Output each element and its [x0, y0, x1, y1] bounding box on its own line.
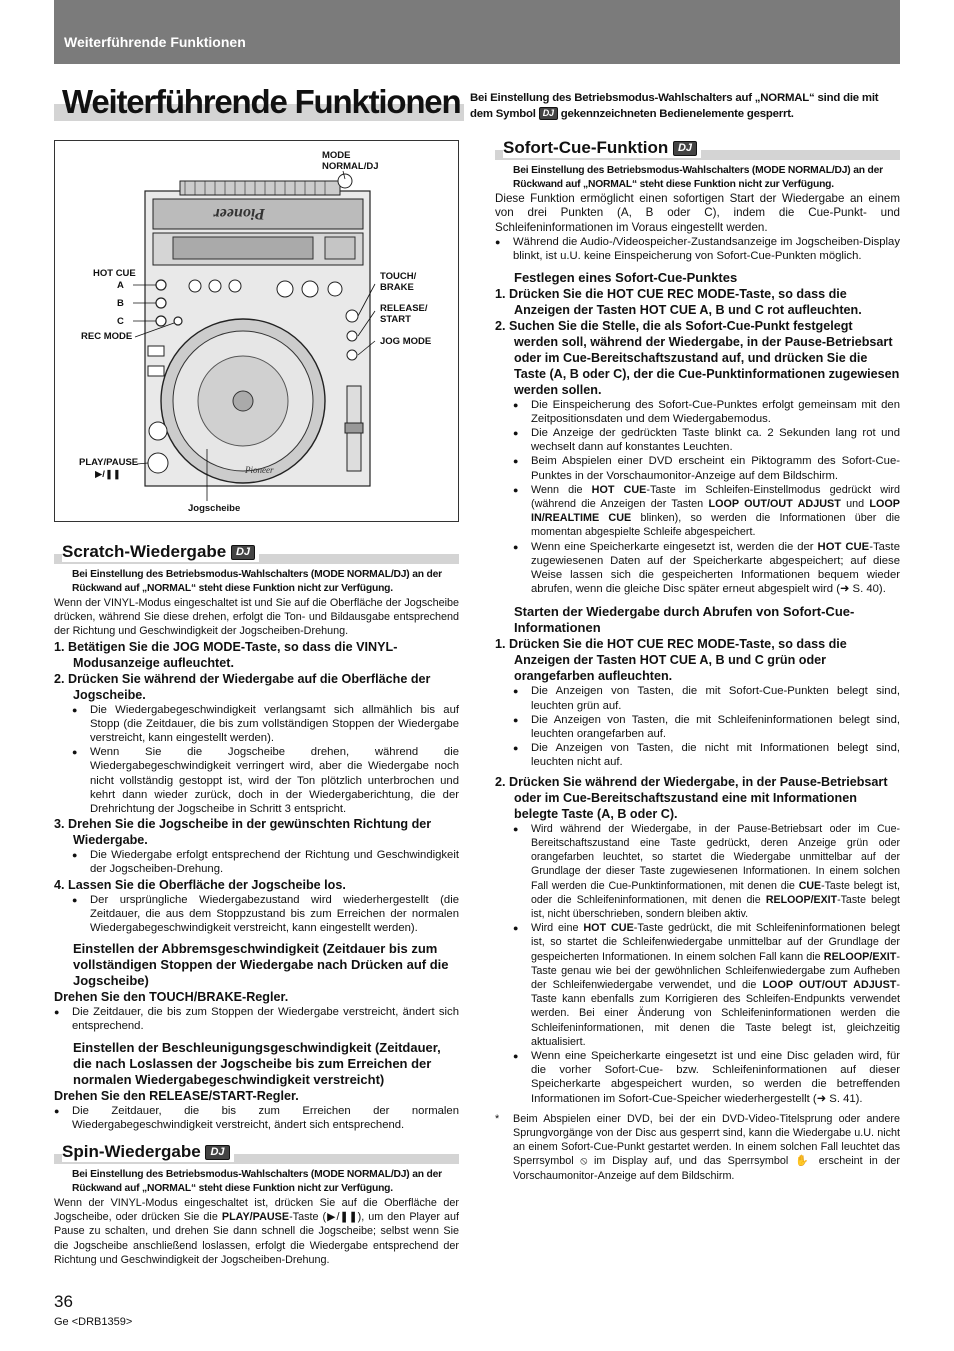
- intro-note: [470, 90, 900, 122]
- spin-heading: [54, 1142, 459, 1164]
- scratch-note: Bei Einstellung des Betriebsmodus-Wahlschalters (MODE NORMAL/DJ) an der Rückwand auf „NORMAL“ steht diese Funktion nicht zur Verfügung.: [72, 569, 442, 594]
- set-step-2: 2. Suchen Sie die Stelle, die als Sofort-Cue-Punkt festgelegt werden soll, während der Wiedergabe, in der Pause-Betriebsart oder im Cue-Bereitschaftszustand auf, und drücken Sie die Taste (A, B oder C), der die Cue-Punktinformationen zugewiesen werden sollen.: [495, 318, 900, 397]
- brake-heading: Einstellen der Abbremsgeschwindigkeit (Zeitdauer bis zum vollständigen Stoppen der Wiedergabe nach Drücken auf die Jogscheibe): [73, 941, 449, 989]
- set-step-2-bullet-1: ● Die Einspeicherung des Sofort-Cue-Punktes erfolgt gemeinsam mit den Zeitpositionsdaten und dem Wiedergabemodus.: [495, 398, 900, 426]
- scratch-step-3: 3. Drehen Sie die Jogscheibe in der gewünschten Richtung der Wiedergabe.: [54, 817, 432, 848]
- scratch-step-2-bullet-1: ● Die Wiedergabegeschwindigkeit verlangsamt sich allmählich bis auf Stopp (die Zeitdauer, die bis zum vollständigen Stoppen der Wiedergabe verstreicht, kann eingestellt werden).: [54, 703, 459, 746]
- page-title: Weiterführende Funktionen: [62, 83, 461, 120]
- start-step-1-bullet-1: ● Die Anzeigen von Tasten, die mit Sofort-Cue-Punkten belegt sind, leuchten grün auf.: [495, 684, 900, 712]
- sofort-heading-text: Sofort-Cue-Funktion: [503, 138, 669, 157]
- svg-text:Pioneer: Pioneer: [213, 205, 265, 222]
- scratch-paragraph: Wenn der VINYL-Modus eingeschaltet ist und Sie auf die Oberfläche der Jogscheibe drücken, während Sie diese drehen, erfolgt die Ton- und Bildausgabe entsprechend der Richtung und Geschwindigkeit der Jogscheiben-Drehung.: [54, 597, 459, 638]
- section-header-title: Weiterführende Funktionen: [64, 34, 246, 50]
- label-hot-cue: HOT CUE: [93, 268, 136, 279]
- start-step-1-bullet-2: ● Die Anzeigen von Tasten, die mit Schleifeninformationen belegt sind, leuchten orangefarben auf.: [495, 713, 900, 741]
- scratch-step-4: 4. Lassen Sie die Oberfläche der Jogscheibe los.: [54, 877, 346, 892]
- right-column: [495, 138, 900, 1183]
- brake-instruction: Drehen Sie den TOUCH/BRAKE-Regler.: [54, 990, 289, 1005]
- page-number: 36: [54, 1292, 73, 1311]
- label-touch-brake: TOUCH/ BRAKE: [380, 271, 417, 293]
- dj-icon: DJ: [673, 141, 697, 156]
- label-mode: MODE NORMAL/DJ: [322, 150, 379, 172]
- accel-bullet: ● Die Zeitdauer, die bis zum Erreichen der normalen Wiedergabegeschwindigkeit verstreicht, ändert sich entsprechend.: [54, 1104, 459, 1132]
- start-step-2-bullet-3: ● Wenn eine Speicherkarte eingesetzt ist und eine Disc geladen wird, für die vorher Sofort-Cue- bzw. Schleifeninformationen auf dieser Speicherkarte abgespeichert wurden, so werden die betreffenden Informationen im Sofort-Cue-Speicher wiederhergestellt (➜ S. 41).: [495, 1049, 900, 1106]
- label-b: B: [117, 298, 124, 309]
- label-play-symbol: ▶/❚❚: [95, 469, 121, 480]
- label-play-pause: PLAY/PAUSE: [79, 457, 139, 468]
- device-figure: [54, 140, 459, 522]
- scratch-step-1: 1. Betätigen Sie die JOG MODE-Taste, so dass die VINYL-Modusanzeige aufleuchtet.: [54, 639, 398, 670]
- spin-paragraph: [54, 1196, 459, 1267]
- label-jog-mode: JOG MODE: [380, 336, 432, 347]
- spin-para-text-2: -Taste (▶/❚❚), um den Player auf Pause zu schalten, und drehen Sie dann schnell die Jogscheibe; selbst wenn Sie die Jogscheibe anschließend loslassen, erfolgt die Wiedergabe entsprechend der Richtung und Geschwindigkeit der Jogscheiben-Drehung.: [54, 1211, 459, 1266]
- label-c: C: [117, 316, 124, 327]
- start-heading: Starten der Wiedergabe durch Abrufen von Sofort-Cue-Informationen: [514, 604, 855, 636]
- scratch-step-4-bullet: ● Der ursprüngliche Wiedergabezustand wird wiederhergestellt (die Zeitdauer, die aus dem Stoppzustand bis zum Erreichen der normalen Wiedergabegeschwindigkeit verstreicht, kann eingestellt werden).: [54, 893, 459, 936]
- label-a: A: [117, 280, 124, 291]
- set-step-2-bullet-3: ● Beim Abspielen einer DVD erscheint ein Piktogramm des Sofort-Cue-Punktes in der Vorschaumonitor-Anzeige auf dem Bildschirm.: [495, 454, 900, 482]
- sofort-heading: [495, 138, 900, 160]
- section-header-bar: [54, 0, 900, 64]
- sofort-note: Bei Einstellung des Betriebsmodus-Wahlschalters (MODE NORMAL/DJ) an der Rückwand auf „NORMAL“ steht diese Funktion nicht zur Verfügung.: [513, 165, 883, 190]
- document-id: Ge <DRB1359>: [54, 1316, 133, 1328]
- dj-icon: DJ: [539, 107, 558, 120]
- label-release-start: RELEASE/ START: [380, 303, 428, 325]
- start-step-1-bullet-3: ● Die Anzeigen von Tasten, die nicht mit Informationen belegt sind, leuchten nicht auf.: [495, 741, 900, 769]
- start-step-2: 2. Drücken Sie während der Wiedergabe, in der Pause-Betriebsart oder im Cue-Bereitschaftszustand eine mit Informationen belegte Taste (A, B oder C).: [495, 774, 888, 821]
- intro-text-1: Bei Einstellung des Betriebsmodus-Wahlschalters auf „NORMAL“ sind die mit dem Symbol: [470, 92, 879, 120]
- set-step-2-bullet-5: ● Wenn eine Speicherkarte eingesetzt ist, werden die der HOT CUE-Taste zugewiesenen Daten auf der Speicherkarte abgespeichert; auf diese Weise lassen sich die gespeicherten Informationen bequem wieder abrufen, wenn die gleiche Disc später erneut abgespielt wird (➜ S. 40).: [495, 540, 900, 597]
- set-step-2-bullet-2: ● Die Anzeige der gedrückten Taste blinkt ca. 2 Sekunden lang rot und wechselt dann auf konstantes Leuchten.: [495, 426, 900, 454]
- scratch-step-3-bullet: ● Die Wiedergabe erfolgt entsprechend der Richtung und Geschwindigkeit der Jogscheiben-Drehung.: [54, 848, 459, 876]
- accel-instruction: Drehen Sie den RELEASE/START-Regler.: [54, 1088, 299, 1103]
- left-column: [54, 542, 459, 1267]
- label-rec-mode: REC MODE: [81, 331, 133, 342]
- dj-icon: DJ: [231, 545, 255, 560]
- scratch-heading-text: Scratch-Wiedergabe: [62, 542, 227, 561]
- intro-text-2: gekennzeichneten Bedienelemente gesperrt.: [560, 108, 794, 120]
- play-pause-key: PLAY/PAUSE: [221, 1211, 290, 1224]
- set-heading: Festlegen eines Sofort-Cue-Punktes: [514, 269, 738, 285]
- brake-bullet: ● Die Zeitdauer, die bis zum Stoppen der Wiedergabe verstreicht, ändert sich entsprechend.: [54, 1005, 459, 1033]
- accel-heading: Einstellen der Beschleunigungsgeschwindigkeit (Zeitdauer, die nach Loslassen der Jogscheibe bis zum Erreichen der normalen Wiedergabegeschwindigkeit verstreicht): [73, 1039, 441, 1087]
- scratch-step-2-bullet-2: ● Wenn Sie die Jogscheibe drehen, während die Wiedergabegeschwindigkeit verringert wird, aber die Wiedergabe noch nicht vollständig gestoppt ist, wird der Ton plötzlich unterbrochen und kehrt dann wieder zurück, doch in der Wiedergaberichtung, die der Drehrichtung der Jogscheibe in Schritt 3 entspricht.: [54, 745, 459, 816]
- spin-heading-text: Spin-Wiedergabe: [62, 1142, 201, 1162]
- sofort-paragraph: Diese Funktion ermöglicht einen sofortigen Start der Wiedergabe an einem von drei Punkten (A, B oder C), indem die Cue-Punkt- und Schleifeninformationen im Voraus eingestellt werden.: [495, 192, 900, 234]
- start-step-1: 1. Drücken Sie die HOT CUE REC MODE-Taste, so dass die Anzeigen der Tasten HOT CUE A, B und C grün oder orangefarben aufleuchten.: [495, 637, 847, 684]
- set-step-1: 1. Drücken Sie die HOT CUE REC MODE-Taste, so dass die Anzeigen der Tasten HOT CUE A, B und C rot aufleuchten.: [495, 286, 862, 317]
- scratch-heading: [54, 542, 459, 564]
- svg-text:Pioneer: Pioneer: [245, 465, 274, 475]
- start-step-2-bullet-2: ● Wird eine HOT CUE-Taste gedrückt, die mit Schleifeninformationen belegt ist, so startet die Schleifenwiedergabe unmittelbar auf der Grundlage der gespeicherten Informationen. In einem solchen Fall kann die RELOOP/EXIT-Taste genau wie bei der gewöhnlichen Schleifenwiedergabe zum Aufheben der Schleifenwiedergabe verwendet, und die LOOP OUT/OUT ADJUST-Taste kann ebenfalls zum Korrigieren des Schleifen-Endpunkts verwendet werden. Bei einer Änderung von Schleifeninformationen werden die Schleifeninformationen, mit denen die Taste belegt ist, gleichzeitig aktualisiert.: [495, 921, 900, 1049]
- spin-para-text-1: Wenn der VINYL-Modus eingeschaltet ist, drücken Sie auf die Oberfläche der Jogscheibe, oder drücken Sie die: [54, 1197, 459, 1224]
- label-jogscheibe: Jogscheibe: [188, 503, 241, 514]
- spin-note: Bei Einstellung des Betriebsmodus-Wahlschalters (MODE NORMAL/DJ) an der Rückwand auf „NORMAL“ steht diese Funktion nicht zur Verfügung.: [72, 1169, 442, 1195]
- dj-icon: DJ: [205, 1145, 229, 1160]
- scratch-step-2: 2. Drücken Sie während der Wiedergabe auf die Oberfläche der Jogscheibe.: [54, 671, 431, 702]
- sofort-bullet: ● Während die Audio-/Videospeicher-Zustandsanzeige im Jogscheiben-Display blinkt, ist u.U. keine Einspeicherung von Sofort-Cue-Punkten möglich.: [495, 235, 900, 263]
- start-step-2-bullet-1: ● Wird während der Wiedergabe, in der Pause-Betriebsart oder im Cue-Bereitschaftszustand eine Taste gedrückt, deren Anzeige grün oder orangefarben leuchtet, so startet die Wiedergabe unmittelbar auf der Grundlage der dieser Taste zugewiesenen Informationen. In einem solchen Fall werden die Cue-Punktinformationen, mit denen die CUE-Taste belegt ist, oder die Schleifeninformationen, mit denen die RELOOP/EXIT-Taste belegt ist, nicht überschrieben, sondern bleiben aktiv.: [495, 822, 900, 921]
- set-step-2-bullet-4: ● Wenn die HOT CUE-Taste im Schleifen-Einstellmodus gedrückt wird (während die Anzeigen der Tasten LOOP OUT/OUT ADJUST und LOOP IN/REALTIME CUE blinken), so werden die Informationen über die momentan abgespielte Schleife abgespeichert.: [495, 483, 900, 540]
- footnote: * Beim Abspielen einer DVD, bei der ein DVD-Video-Titelsprung oder andere Sprungvorgänge von der Disc aus gesperrt sind, kann die Wiedergabe u.U. nicht an einem Sofort-Cue-Punkt gestartet werden. In einem solchen Fall leuchtet das Sperrsymbol ⦸ im Display auf, und das Sperrsymbol ✋ erscheint in der Vorschaumonitor-Anzeige auf dem Bildschirm.: [495, 1112, 900, 1183]
